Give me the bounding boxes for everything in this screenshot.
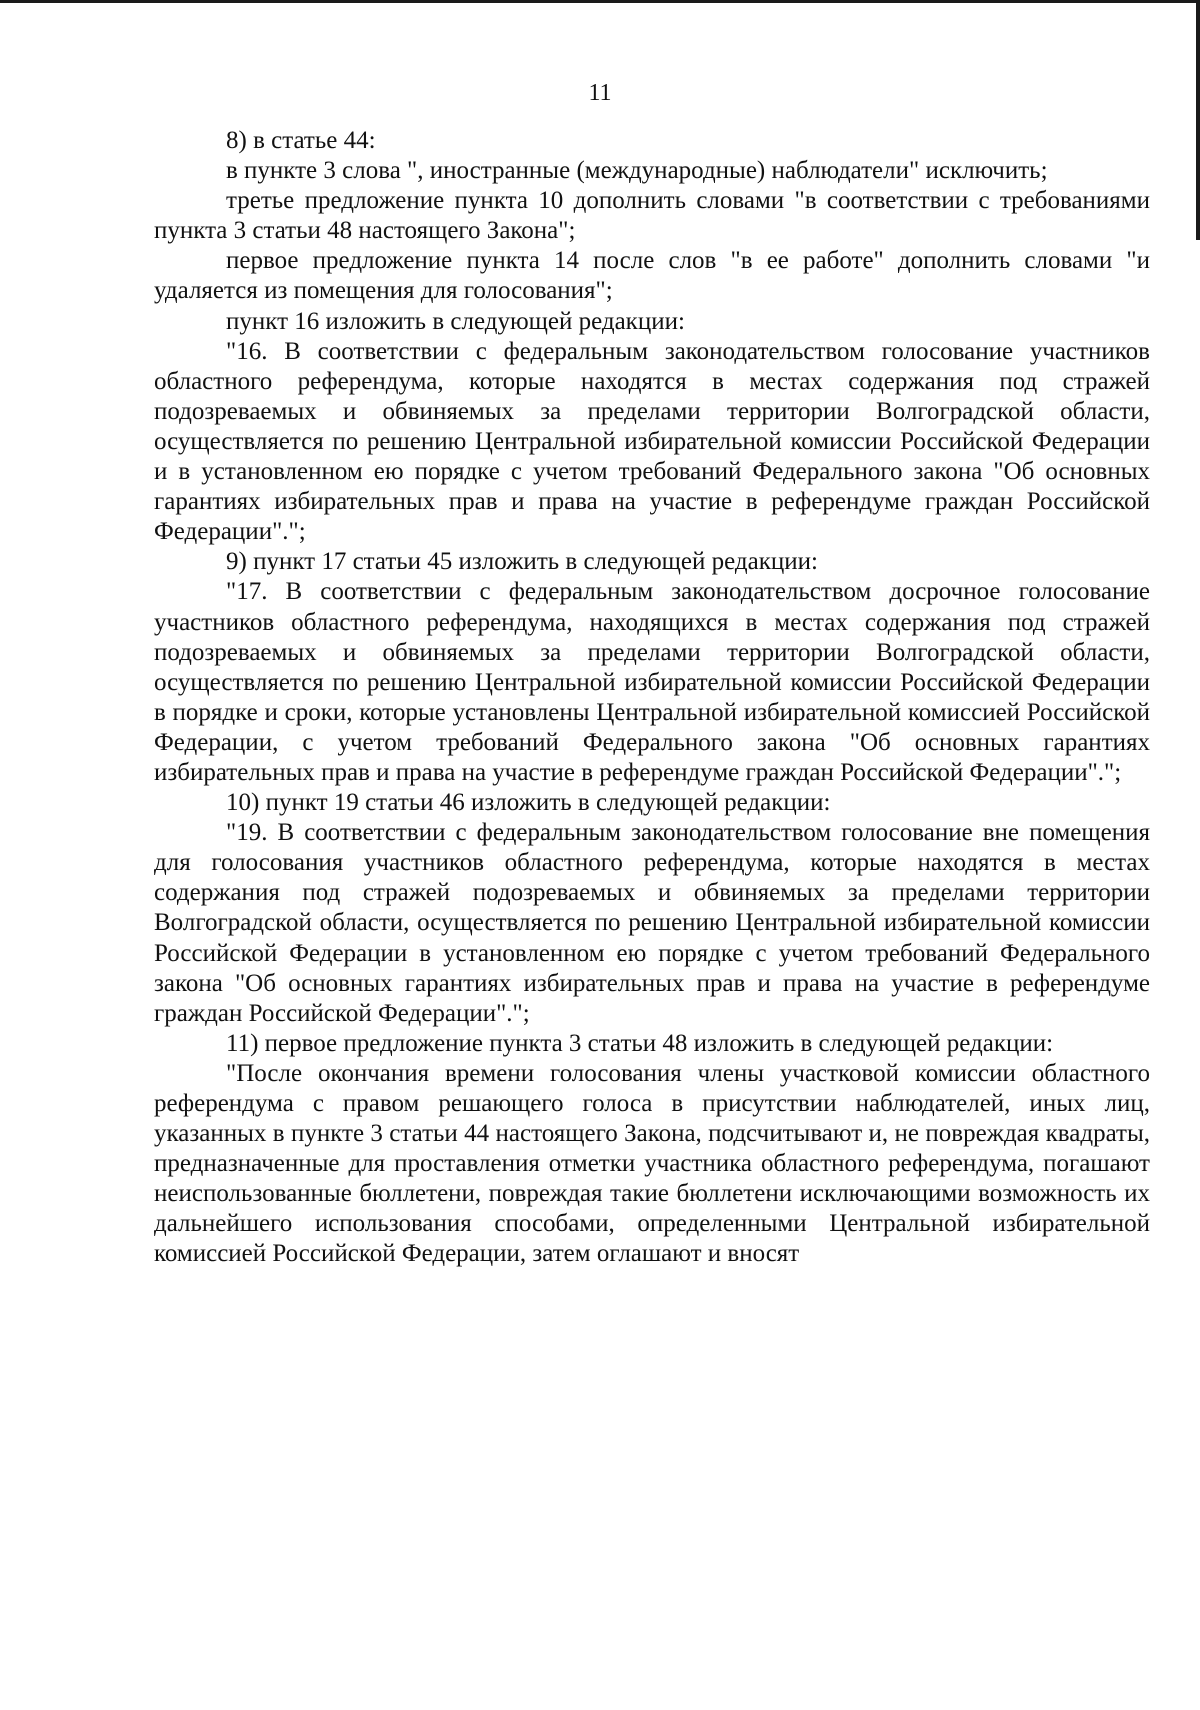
paragraph-article-46-heading: 10) пункт 19 статьи 46 изложить в следующей редакции: bbox=[226, 789, 831, 817]
paragraph-article-48-text: "После окончания времени голосования члены участковой комиссии областного референдума с правом решающего голоса в присутствии наблюдателей, иных лиц, указанных в пункте 3 статьи 44 настоящего Закона, подсчитывают и, не повреждая квадраты, предназначенные для проставления отметки участника областного референдума, погашают неиспользованные бюллетени, повреждая такие бюллетени исключающими возможность их дальнейшего использования способами, определенными Центральной избирательной комиссией Российской Федерации, затем оглашают и вносят bbox=[154, 1059, 1150, 1268]
paragraph-item-10-amendment: третье предложение пункта 10 дополнить словами "в соответствии с требованиями пункта 3 статьи 48 настоящего Закона"; bbox=[154, 187, 1150, 245]
paragraph-item-3-amendment: в пункте 3 слова ", иностранные (международные) наблюдатели" исключить; bbox=[226, 157, 1048, 185]
page-number: 11 bbox=[588, 80, 612, 106]
scan-border-right bbox=[1196, 0, 1200, 240]
paragraph-article-48-heading: 11) первое предложение пункта 3 статьи 48 изложить в следующей редакции: bbox=[226, 1029, 1054, 1057]
paragraph-item-16-text: "16. В соответствии с федеральным законодательством голосование участников областного референдума, которые находятся в местах содержания под стражей подозреваемых и обвиняемых за пределами территории Волгоградской области, осуществляется по решению Центральной избирательной комиссии Российской Федерации и в установленном ею порядке с учетом требований Федерального закона "Об основных гарантиях избирательных прав и права на участие в референдуме граждан Российской Федерации"."; bbox=[154, 337, 1150, 546]
scan-border-top bbox=[0, 0, 1200, 3]
paragraph-item-14-amendment: первое предложение пункта 14 после слов "в ее работе" дополнить словами "и удаляется из помещения для голосования"; bbox=[154, 247, 1150, 305]
paragraph-item-19-text: "19. В соответствии с федеральным законодательством голосование вне помещения для голосования участников областного референдума, которые находятся в местах содержания под стражей подозреваемых и обвиняемых за пределами территории Волгоградской области, осуществляется по решению Центральной избирательной комиссии Российской Федерации в установленном ею порядке с учетом требований Федерального закона "Об основных гарантиях избирательных прав и права на участие в референдуме граждан Российской Федерации"."; bbox=[154, 819, 1150, 1027]
paragraph-article-45-heading: 9) пункт 17 статьи 45 изложить в следующей редакции: bbox=[226, 548, 818, 576]
paragraph-article-44-heading: 8) в статье 44: bbox=[226, 127, 376, 154]
document-body bbox=[154, 126, 1150, 1270]
paragraph-item-17-text: "17. В соответствии с федеральным законодательством досрочное голосование участников областного референдума, находящихся в местах содержания под стражей подозреваемых и обвиняемых за пределами территории Волгоградской области, осуществляется по решению Центральной избирательной комиссии Российской Федерации в порядке и сроки, которые установлены Центральной избирательной комиссией Российской Федерации, с учетом требований Федерального закона "Об основных гарантиях избирательных прав и права на участие в референдуме граждан Российской Федерации"."; bbox=[154, 578, 1150, 786]
paragraph-item-16-heading: пункт 16 изложить в следующей редакции: bbox=[226, 307, 685, 335]
